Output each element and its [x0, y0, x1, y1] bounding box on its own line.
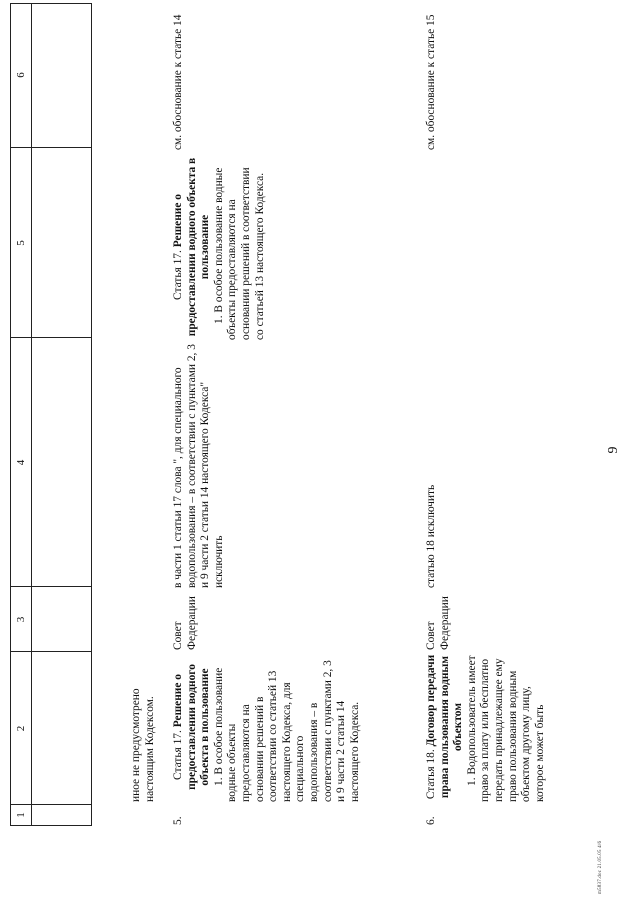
- row6-article-title: Статья 18. Договор передачи права пользования водным объектом: [425, 654, 465, 800]
- page-number: 9: [606, 446, 621, 454]
- row5-article-title: Статья 17. Решение о предоставлении водного объекта в пользование: [172, 664, 212, 790]
- row5-amendment: в части 1 статьи 17 слова ", для специального водопользования – в соответствии с пунктами 2, 3 и 9 части 2 статьи 14 настоящего Кодекса" исключить: [172, 344, 225, 588]
- row6-justification: см. обоснование к статье 15: [425, 14, 437, 150]
- header-divider: [31, 4, 32, 825]
- row5-author: Совет Федерации: [172, 596, 198, 650]
- document-footer-code: m5837.doc 21.05.05 4/6: [598, 840, 603, 894]
- row-continuation-text: иное не предусмотрено настоящим Кодексом.: [130, 688, 156, 802]
- column-number-6: 6: [15, 72, 27, 78]
- row-number: 6.: [425, 816, 437, 825]
- row6-original-text: [425, 652, 547, 802]
- row5-justification: см. обоснование к статье 14: [172, 14, 184, 150]
- row6-amendment: статью 18 исключить: [425, 484, 437, 588]
- column-number-5: 5: [15, 240, 27, 246]
- row6-author: Совет Федерации: [425, 596, 451, 650]
- row5-new-wording: [172, 154, 267, 340]
- row5-article-body: 1. В особое пользование водные объекты предоставляются на основании решений в соответствии со статьей 13 настоящего Кодекса, для специального водопользования – в соответствии с пунктами 2, 3 и 9 части 2 статьи 14 настоящего Кодекса.: [212, 660, 361, 802]
- table-header-frame: [10, 3, 92, 826]
- column-number-4: 4: [15, 459, 27, 466]
- column-number-1: 1: [15, 812, 27, 818]
- row6-article-body: 1. Водопользователь имеет право за плату или бесплатно передать принадлежащее ему право пользования водным объектом другому лицу, которое может быть: [465, 655, 546, 802]
- column-number-2: 2: [15, 725, 27, 732]
- row-number: 5.: [172, 816, 184, 825]
- row5-new-article-title: Статья 17. Решение о предоставлении водного объекта в пользование: [172, 157, 212, 337]
- row5-new-article-body: 1. В особое пользование водные объекты предоставляются на основании решений в соответствии со статьей 13 настоящего Кодекса.: [212, 167, 266, 340]
- row5-original-text: [172, 652, 362, 802]
- column-number-3: 3: [15, 616, 27, 623]
